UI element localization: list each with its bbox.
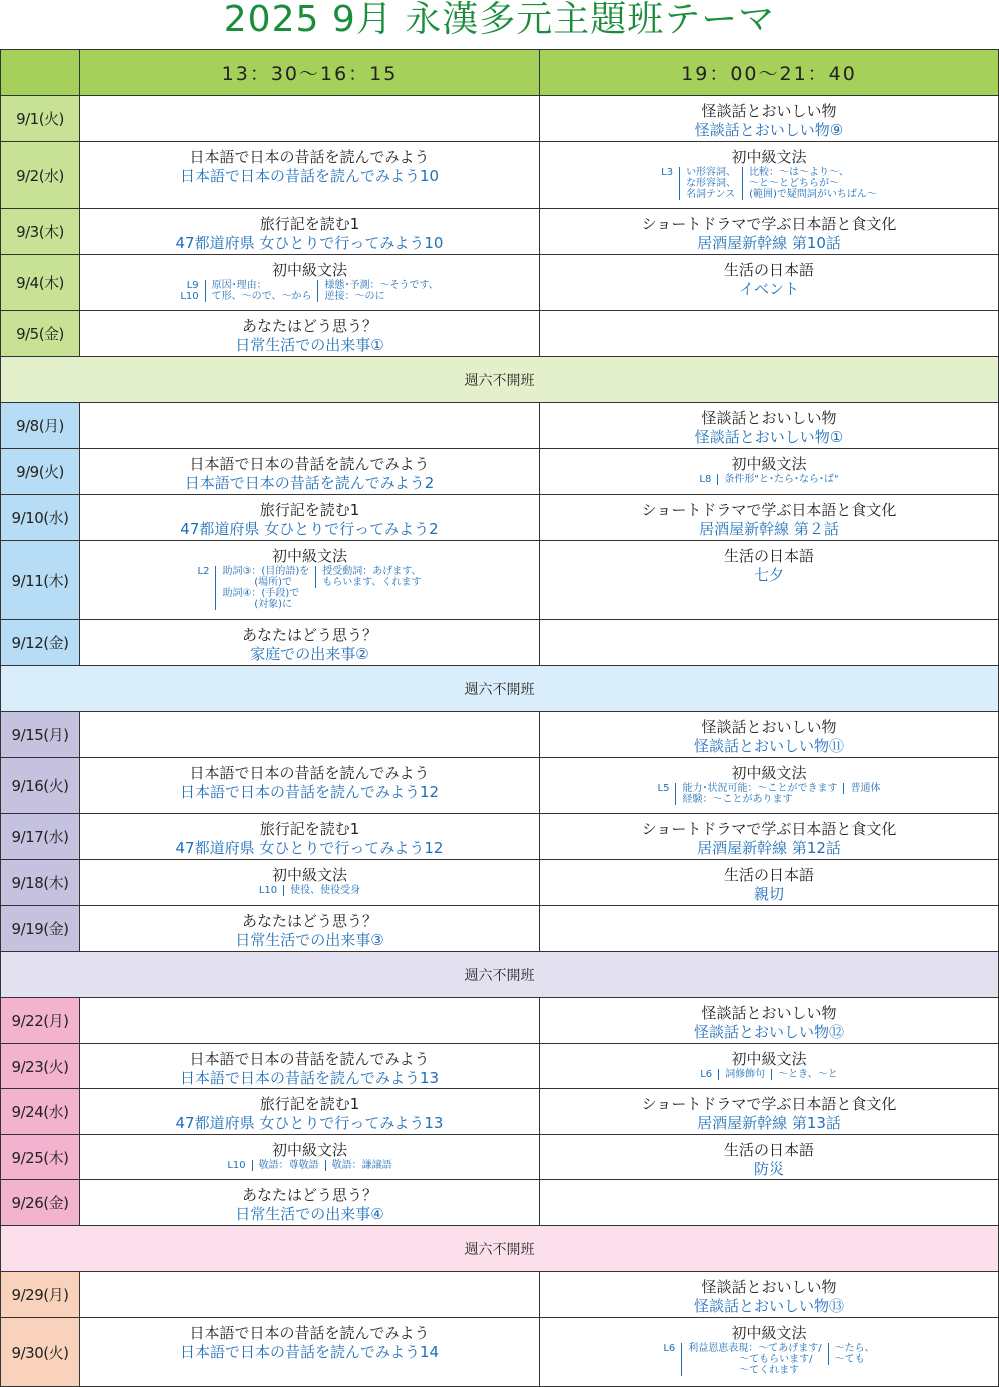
date-cell: 9/29(月) [0,1272,80,1318]
table-row [0,495,999,541]
header-afternoon: 13：30〜16：15 [80,49,540,96]
lesson-number: L3 [661,167,674,178]
table-row [0,906,999,952]
afternoon-class-cell [80,1135,540,1180]
afternoon-class-title: 初中級文法 [271,1141,347,1159]
afternoon-class-title: 初中級文法 [271,261,347,279]
afternoon-class-topic: 日常生活での出来事③ [235,931,384,949]
afternoon-class-title: 旅行記を読む1 [259,215,360,233]
table-row [0,96,999,142]
evening-class-title: 初中級文法 [731,148,807,166]
afternoon-class-cell [80,758,540,814]
table-row [0,860,999,906]
evening-class-topic: 怪談話とおいしい物⑫ [693,1023,844,1041]
afternoon-class-cell [80,814,540,860]
afternoon-class-topic: 家庭での出来事② [250,645,369,663]
evening-class-cell [540,255,999,311]
evening-class-cell [540,906,999,952]
evening-class-title: 初中級文法 [731,1324,807,1342]
evening-class-title: 怪談話とおいしい物 [701,409,837,427]
afternoon-class-title: 初中級文法 [271,866,347,884]
evening-class-title: 生活の日本語 [723,261,814,279]
date-cell: 9/19(金) [0,906,80,952]
grammar-item: 授受動詞：あげます、 もらいます、くれます [315,566,427,588]
evening-class-title: 怪談話とおいしい物 [701,1278,837,1296]
afternoon-grammar-points [80,566,539,610]
evening-grammar-points [540,783,998,813]
evening-class-cell [540,1180,999,1226]
evening-class-cell [540,1044,999,1089]
afternoon-class-title: 旅行記を読む1 [259,820,360,838]
table-row [0,814,999,860]
schedule-table [0,49,999,1379]
afternoon-class-title: あなたはどう思う？ [241,1186,377,1204]
saturday-closed-banner: 週六不開班 [0,1226,999,1272]
table-row [0,541,999,620]
table-row [0,1272,999,1318]
afternoon-class-cell [80,1180,540,1226]
table-row [0,142,999,209]
evening-class-title: ショートドラマで学ぶ日本語と食文化 [641,820,897,838]
table-row [0,1044,999,1089]
afternoon-grammar-points [80,280,539,310]
date-cell: 9/10(水) [0,495,80,541]
lesson-number: L10 [227,1160,246,1171]
date-cell: 9/3(木) [0,209,80,255]
afternoon-class-cell [80,1044,540,1089]
afternoon-class-cell [80,860,540,906]
table-row [0,311,999,357]
afternoon-class-topic: 日本語で日本の昔話を読んでみよう13 [179,1069,440,1087]
table-row [0,758,999,814]
afternoon-class-topic: 日常生活での出来事④ [235,1205,384,1223]
saturday-closed-banner: 週六不開班 [0,357,999,403]
date-cell: 9/5(金) [0,311,80,357]
afternoon-class-title: 旅行記を読む1 [259,1095,360,1113]
evening-grammar-points [540,167,998,200]
afternoon-class-cell [80,96,540,142]
afternoon-class-topic: 日本語で日本の昔話を読んでみよう10 [179,167,440,185]
evening-class-topic: 怪談話とおいしい物① [694,428,844,446]
lesson-number: L6 [663,1343,676,1354]
afternoon-class-topic: 日本語で日本の昔話を読んでみよう2 [184,474,435,492]
grammar-item: 敬語：尊敬語 [252,1160,325,1171]
table-row [0,403,999,449]
header-evening: 19：00〜21：40 [540,49,999,96]
evening-class-title: 生活の日本語 [723,547,814,565]
afternoon-class-title: あなたはどう思う？ [241,912,377,930]
afternoon-class-cell [80,403,540,449]
afternoon-class-cell [80,1272,540,1318]
date-cell: 9/11(木) [0,541,80,620]
grammar-item: ～とき、～と [771,1069,844,1080]
evening-class-topic: 怪談話とおいしい物⑪ [693,737,844,755]
evening-class-title: 怪談話とおいしい物 [701,102,837,120]
evening-class-topic: 居酒屋新幹線 第12話 [697,839,841,857]
afternoon-class-title: あなたはどう思う？ [241,317,377,335]
grammar-item: 利益恩恵表現：～てあげます/ ～てもらいます/ ～てくれます [681,1343,827,1376]
grammar-item: 助詞③：(目的語)を (場所)で 助詞④：(手段)で (対象)に [215,566,315,610]
evening-grammar-points [540,1343,998,1376]
evening-class-cell [540,311,999,357]
lesson-number: L10 [258,885,278,896]
evening-class-topic: 怪談話とおいしい物⑨ [694,121,844,139]
grammar-item: 使役、使役受身 [283,885,366,896]
evening-class-cell [540,449,999,495]
grammar-item: 原因･理由： て形、～ので、～から [205,280,318,302]
evening-class-topic: 居酒屋新幹線 第13話 [697,1114,841,1132]
date-cell: 9/25(木) [0,1135,80,1180]
evening-class-title: 初中級文法 [731,1050,807,1068]
grammar-item: 比較：～は～より～、 ～と～とどちらが～ (範囲)で疑問詞がいちばん～ [742,167,883,200]
evening-class-topic: 七夕 [753,566,784,584]
evening-class-cell [540,1272,999,1318]
lesson-number: L8 [699,474,712,485]
grammar-item: 様態･予測：～そうです、 逆接：～のに [317,280,444,302]
evening-class-cell [540,142,999,209]
afternoon-class-topic: 日本語で日本の昔話を読んでみよう12 [179,783,440,801]
date-cell: 9/23(火) [0,1044,80,1089]
table-header [0,49,999,96]
date-cell: 9/9(火) [0,449,80,495]
afternoon-class-cell [80,449,540,495]
afternoon-class-cell [80,255,540,311]
evening-class-cell [540,1318,999,1387]
afternoon-class-cell [80,541,540,620]
evening-class-cell [540,860,999,906]
evening-class-cell [540,1089,999,1135]
afternoon-class-title: 日本語で日本の昔話を読んでみよう [189,1324,430,1342]
evening-class-cell [540,541,999,620]
afternoon-class-title: 日本語で日本の昔話を読んでみよう [189,764,430,782]
evening-class-cell [540,209,999,255]
date-cell: 9/17(水) [0,814,80,860]
evening-class-cell [540,758,999,814]
afternoon-class-cell [80,495,540,541]
evening-class-cell [540,620,999,666]
date-cell: 9/18(木) [0,860,80,906]
evening-class-title: 初中級文法 [731,764,807,782]
evening-class-title: ショートドラマで学ぶ日本語と食文化 [641,501,897,519]
grammar-item: い形容詞、 な形容詞、 名詞テンス [679,167,742,200]
afternoon-class-title: 初中級文法 [271,547,347,565]
table-row [0,255,999,311]
lesson-number: L9 L10 [180,280,199,302]
evening-class-topic: 居酒屋新幹線 第10話 [697,234,841,252]
evening-class-title: ショートドラマで学ぶ日本語と食文化 [641,1095,897,1113]
afternoon-class-topic: 47都道府県 女ひとりで行ってみよう2 [180,520,439,538]
afternoon-class-cell [80,142,540,209]
date-cell: 9/26(金) [0,1180,80,1226]
evening-class-topic: イベント [738,280,799,298]
afternoon-class-topic: 47都道府県 女ひとりで行ってみよう10 [175,234,444,252]
lesson-number: L5 [657,783,670,794]
evening-class-title: 初中級文法 [731,455,807,473]
evening-class-cell [540,1135,999,1180]
afternoon-class-topic: 日常生活での出来事① [235,336,384,354]
date-cell: 9/30(火) [0,1318,80,1387]
evening-class-topic: 防災 [753,1160,784,1178]
table-row [0,998,999,1044]
evening-class-topic: 親切 [753,885,784,903]
table-row [0,1318,999,1387]
table-row [0,1135,999,1180]
afternoon-class-cell [80,998,540,1044]
evening-class-cell [540,96,999,142]
evening-class-title: 生活の日本語 [723,1141,814,1159]
table-row [0,1180,999,1226]
grammar-item: 詞修飾句 [718,1069,771,1080]
date-cell: 9/12(金) [0,620,80,666]
grammar-item: 普通体 [843,783,886,794]
afternoon-class-topic: 47都道府県 女ひとりで行ってみよう12 [175,839,444,857]
date-cell: 9/24(水) [0,1089,80,1135]
afternoon-class-cell [80,1089,540,1135]
table-row [0,620,999,666]
afternoon-class-title: 日本語で日本の昔話を読んでみよう [189,455,430,473]
date-cell: 9/22(月) [0,998,80,1044]
afternoon-class-cell [80,712,540,758]
saturday-closed-banner: 週六不開班 [0,952,999,998]
grammar-item: ～たら、 ～ても [828,1343,881,1365]
evening-class-title: 怪談話とおいしい物 [701,718,837,736]
grammar-item: 敬語：謙譲語 [325,1160,398,1171]
afternoon-class-cell [80,620,540,666]
grammar-item: 条件形"と･たら･なら･ば" [717,474,844,485]
lesson-number: L6 [700,1069,713,1080]
afternoon-class-topic: 日本語で日本の昔話を読んでみよう14 [179,1343,440,1361]
afternoon-class-title: 日本語で日本の昔話を読んでみよう [189,148,430,166]
evening-class-cell [540,495,999,541]
table-row [0,209,999,255]
table-row [0,712,999,758]
grammar-item: 能力･状況可能：～ことができます 経験：～ことがあります [675,783,843,805]
afternoon-class-cell [80,1318,540,1387]
saturday-closed-banner: 週六不開班 [0,666,999,712]
afternoon-class-title: 日本語で日本の昔話を読んでみよう [189,1050,430,1068]
afternoon-class-cell [80,209,540,255]
evening-class-topic: 居酒屋新幹線 第２話 [699,520,839,538]
date-cell: 9/8(月) [0,403,80,449]
date-cell: 9/15(月) [0,712,80,758]
date-cell: 9/16(火) [0,758,80,814]
evening-class-title: ショートドラマで学ぶ日本語と食文化 [641,215,897,233]
afternoon-class-title: あなたはどう思う？ [241,626,377,644]
page-title: 2025 9月 永漢多元主題班テーマ [223,0,776,40]
lesson-number: L2 [197,566,210,577]
evening-class-cell [540,712,999,758]
table-row [0,1089,999,1135]
evening-class-cell [540,998,999,1044]
afternoon-class-topic: 47都道府県 女ひとりで行ってみよう13 [175,1114,444,1132]
afternoon-class-cell [80,906,540,952]
evening-class-cell [540,403,999,449]
evening-class-title: 生活の日本語 [723,866,814,884]
afternoon-class-title: 旅行記を読む1 [259,501,360,519]
header-date-cell [0,49,80,96]
evening-class-title: 怪談話とおいしい物 [701,1004,837,1022]
date-cell: 9/2(水) [0,142,80,209]
table-row [0,449,999,495]
date-cell: 9/4(木) [0,255,80,311]
evening-class-topic: 怪談話とおいしい物⑬ [693,1297,844,1315]
date-cell: 9/1(火) [0,96,80,142]
evening-class-cell [540,814,999,860]
afternoon-class-cell [80,311,540,357]
